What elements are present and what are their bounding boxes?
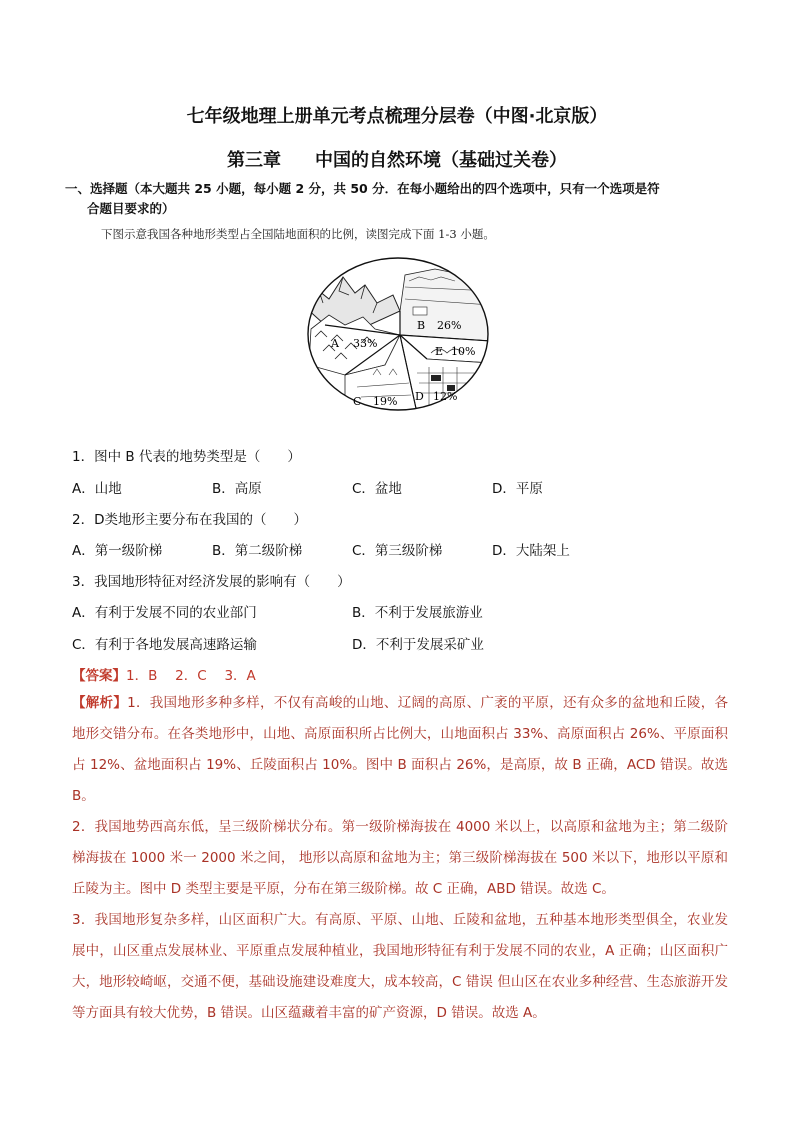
chapter-title: 中国的自然环境（基础过关卷）	[315, 150, 567, 171]
chapter-number: 第三章	[227, 150, 281, 171]
question-2-option-b[interactable]: B．第二级阶梯	[212, 543, 303, 559]
question-1-option-d[interactable]: D．平原	[492, 481, 543, 497]
question-2-option-a[interactable]: A．第一级阶梯	[72, 543, 163, 559]
question-2-option-d[interactable]: D．大陆架上	[492, 543, 570, 559]
question-1-stem: 1．图中 B 代表的地势类型是（ ）	[72, 449, 301, 465]
landform-circle-figure	[305, 255, 491, 413]
figure-intro: 下图示意我国各种地形类型占全国陆地面积的比例，读图完成下面 1-3 小题。	[101, 227, 495, 241]
answer-tag: 【答案】	[72, 668, 126, 684]
document-title: 七年级地理上册单元考点梳理分层卷（中图·北京版）	[186, 106, 608, 127]
question-2-option-c[interactable]: C．第三级阶梯	[352, 543, 443, 559]
analysis-text-1: 1．我国地形多种多样，不仅有高峻的山地、辽阔的高原、广袤的平原，还有众多的盆地和丘陵，各地形交错分布。在各类地形中，山地、高原面积所占比例大，山地面积占 33%、高原面积占 26%、平原面积占 12%、盆地面积占 19%、丘陵面积占 10%。图中 B 面积占 26%，是高原，故 B 正确，ACD 错误。故选 B。	[72, 695, 729, 804]
analysis-tag: 【解析】	[72, 695, 128, 711]
question-2-stem: 2．D类地形主要分布在我国的（ ）	[72, 512, 307, 528]
analysis-block	[72, 688, 728, 1029]
label-d-percent: 12%	[433, 390, 458, 403]
answer-line	[72, 664, 256, 684]
question-3-option-c[interactable]: C．有利于各地发展高速路运输	[72, 637, 257, 653]
question-1-option-c[interactable]: C．盆地	[352, 481, 402, 497]
label-b-percent: 26%	[437, 319, 462, 332]
label-a: A	[331, 337, 339, 350]
section-line-2: 合题目要求的）	[87, 201, 175, 216]
analysis-paragraph-2: 2．我国地势西高东低，呈三级阶梯状分布。第一级阶梯海拔在 4000 米以上，以高原和盆地为主；第二级阶梯海拔在 1000 米一 2000 米之间， 地形以高原和盆地为主；第三级阶梯海拔在 500 米以下，地形以平原和丘陵为主。图中 D 类型主要是平原，分布在第三级阶梯。故 C 正确，ABD 错误。故选 C。	[72, 819, 728, 897]
analysis-paragraph-3: 3．我国地形复杂多样，山区面积广大。有高原、平原、山地、丘陵和盆地，五种基本地形类型俱全，农业发展中，山区重点发展林业、平原重点发展种植业，我国地形特征有利于发展不同的农业，A 正确；山区面积广大，地形较崎岖，交通不便，基础设施建设难度大，成本较高，C 错误 但山区在农业多种经营、生态旅游开发等方面具有较大优势，B 错误。山区蕴藏着丰富的矿产资源，D 错误。故选 A。	[72, 912, 728, 1021]
label-c: C	[353, 395, 362, 408]
question-1-option-a[interactable]: A．山地	[72, 481, 122, 497]
label-d: D	[415, 390, 424, 403]
answer-text: 1．B 2．C 3．A	[126, 668, 256, 684]
question-1-option-b[interactable]: B．高原	[212, 481, 262, 497]
section-heading	[65, 179, 737, 219]
chapter-heading	[0, 146, 794, 172]
analysis-paragraph-1	[72, 688, 728, 812]
label-e-percent: 10%	[451, 345, 476, 358]
question-3-option-a[interactable]: A．有利于发展不同的农业部门	[72, 605, 257, 621]
question-3-stem: 3．我国地形特征对经济发展的影响有（ ）	[72, 574, 351, 590]
question-3-option-b[interactable]: B．不利于发展旅游业	[352, 605, 483, 621]
label-c-percent: 19%	[373, 395, 398, 408]
label-e: E	[435, 345, 444, 358]
section-line-1: 一、选择题（本大题共 25 小题，每小题 2 分，共 50 分．在每小题给出的四个选项中，只有一个选项是符	[65, 181, 660, 196]
label-a-percent: 33%	[353, 337, 378, 350]
question-3-option-d[interactable]: D．不利于发展采矿业	[352, 637, 484, 653]
label-b: B	[417, 319, 426, 332]
